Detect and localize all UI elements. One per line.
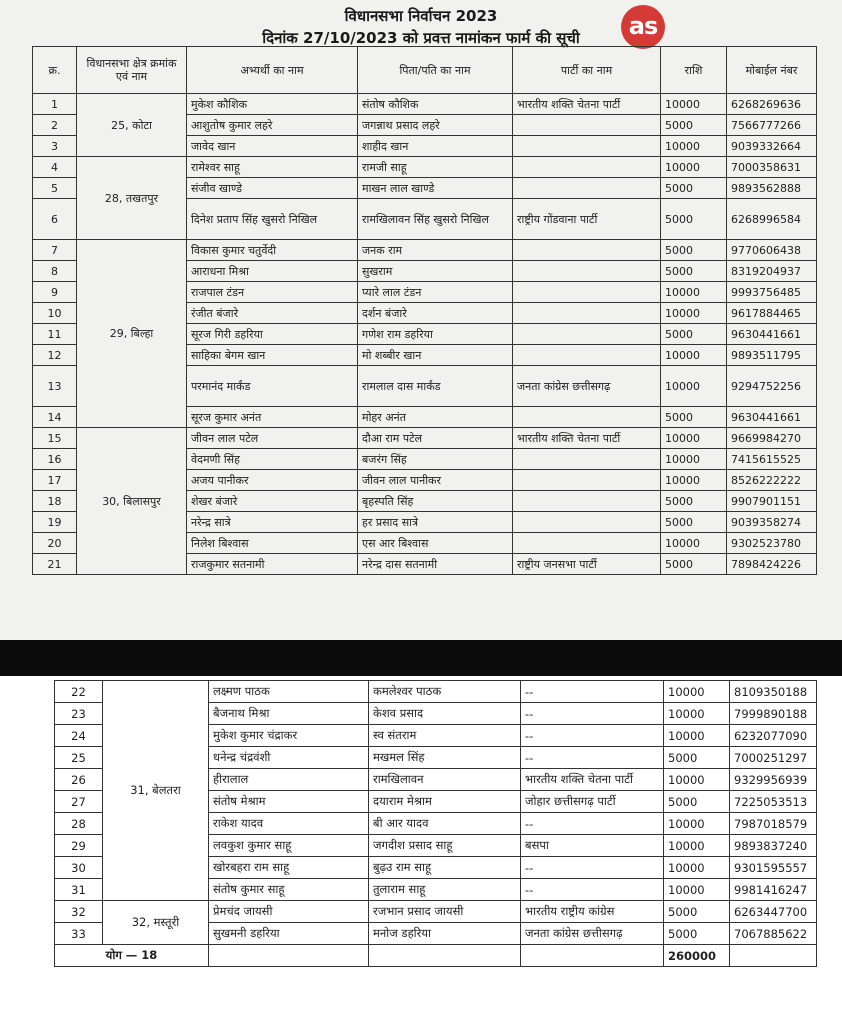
cell-amount: 10000 xyxy=(661,136,727,157)
cell-sn: 5 xyxy=(33,178,77,199)
cell-name: संतोष कुमार साहू xyxy=(209,879,369,901)
cell-father: नरेन्द्र दास सतनामी xyxy=(358,554,513,575)
total-empty xyxy=(730,945,817,967)
cell-father: संतोष कौशिक xyxy=(358,94,513,115)
cell-name: आराधना मिश्रा xyxy=(187,261,358,282)
cell-name: सूरज गिरी डहरिया xyxy=(187,324,358,345)
cell-sn: 4 xyxy=(33,157,77,178)
cell-father: गणेश राम डहरिया xyxy=(358,324,513,345)
cell-name: सूरज कुमार अनंत xyxy=(187,407,358,428)
cell-father: माखन लाल खाण्डे xyxy=(358,178,513,199)
cell-mobile: 7898424226 xyxy=(727,554,817,575)
cell-mobile: 7999890188 xyxy=(730,703,817,725)
cell-amount: 5000 xyxy=(664,923,730,945)
cell-sn: 17 xyxy=(33,470,77,491)
cell-name: खोरबहरा राम साहू xyxy=(209,857,369,879)
total-label: योग — 18 xyxy=(55,945,209,967)
cell-name: मुकेश कुमार चंद्राकर xyxy=(209,725,369,747)
cell-party: -- xyxy=(521,725,664,747)
cell-amount: 5000 xyxy=(664,791,730,813)
cell-party xyxy=(513,240,661,261)
cell-father: कमलेश्वर पाठक xyxy=(369,681,521,703)
cell-amount: 10000 xyxy=(661,345,727,366)
cell-mobile: 7415615525 xyxy=(727,449,817,470)
cell-sn: 28 xyxy=(55,813,103,835)
cell-amount: 5000 xyxy=(664,901,730,923)
cell-sn: 27 xyxy=(55,791,103,813)
table-row xyxy=(33,428,817,449)
cell-mobile: 8526222222 xyxy=(727,470,817,491)
cell-sn: 1 xyxy=(33,94,77,115)
cell-party xyxy=(513,157,661,178)
cell-name: लक्ष्मण पाठक xyxy=(209,681,369,703)
header-father: पिता/पति का नाम xyxy=(358,47,513,94)
page-divider xyxy=(0,640,842,676)
cell-father: तुलाराम साहू xyxy=(369,879,521,901)
cell-father: मो शब्बीर खान xyxy=(358,345,513,366)
nomination-table-part-2 xyxy=(54,680,817,967)
cell-party xyxy=(513,470,661,491)
cell-party: -- xyxy=(521,703,664,725)
cell-father: जगन्नाथ प्रसाद लहरे xyxy=(358,115,513,136)
cell-father: रामखिलावन सिंह खुसरो निखिल xyxy=(358,199,513,240)
cell-party: भारतीय शक्ति चेतना पार्टी xyxy=(513,428,661,449)
cell-name: विकास कुमार चतुर्वेदी xyxy=(187,240,358,261)
cell-party: -- xyxy=(521,747,664,769)
cell-amount: 10000 xyxy=(661,449,727,470)
cell-amount: 10000 xyxy=(664,703,730,725)
cell-sn: 29 xyxy=(55,835,103,857)
header-mobile: मोबाईल नंबर xyxy=(727,47,817,94)
cell-name: वेदमणी सिंह xyxy=(187,449,358,470)
cell-mobile: 7000358631 xyxy=(727,157,817,178)
cell-mobile: 7067885622 xyxy=(730,923,817,945)
cell-sn: 16 xyxy=(33,449,77,470)
cell-amount: 10000 xyxy=(661,428,727,449)
cell-amount: 10000 xyxy=(664,725,730,747)
cell-constituency: 29, बिल्हा xyxy=(77,240,187,428)
cell-sn: 2 xyxy=(33,115,77,136)
cell-mobile: 9039332664 xyxy=(727,136,817,157)
cell-amount: 10000 xyxy=(661,470,727,491)
cell-mobile: 7225053513 xyxy=(730,791,817,813)
cell-father: मखमल सिंह xyxy=(369,747,521,769)
cell-mobile: 6268996584 xyxy=(727,199,817,240)
cell-amount: 5000 xyxy=(664,747,730,769)
cell-party xyxy=(513,115,661,136)
page-2-scan xyxy=(0,676,842,1024)
cell-mobile: 9630441661 xyxy=(727,407,817,428)
cell-amount: 10000 xyxy=(661,157,727,178)
cell-amount: 10000 xyxy=(661,366,727,407)
total-row xyxy=(55,945,817,967)
cell-mobile: 9630441661 xyxy=(727,324,817,345)
cell-party: जनता कांग्रेस छत्तीसगढ़ xyxy=(513,366,661,407)
cell-constituency: 28, तखतपुर xyxy=(77,157,187,240)
cell-amount: 10000 xyxy=(664,813,730,835)
cell-sn: 11 xyxy=(33,324,77,345)
cell-mobile: 6263447700 xyxy=(730,901,817,923)
cell-party xyxy=(513,178,661,199)
cell-father: दयाराम मेश्राम xyxy=(369,791,521,813)
cell-amount: 10000 xyxy=(661,282,727,303)
cell-mobile: 8319204937 xyxy=(727,261,817,282)
cell-party: भारतीय शक्ति चेतना पार्टी xyxy=(521,769,664,791)
cell-party: राष्ट्रीय जनसभा पार्टी xyxy=(513,554,661,575)
cell-amount: 10000 xyxy=(664,857,730,879)
cell-amount: 5000 xyxy=(661,407,727,428)
cell-party: -- xyxy=(521,857,664,879)
cell-sn: 6 xyxy=(33,199,77,240)
cell-sn: 30 xyxy=(55,857,103,879)
header-serial: क्र. xyxy=(33,47,77,94)
cell-father: शाहीद खान xyxy=(358,136,513,157)
cell-party xyxy=(513,512,661,533)
cell-mobile: 7000251297 xyxy=(730,747,817,769)
cell-constituency: 30, बिलासपुर xyxy=(77,428,187,575)
cell-name: सुखमनी डहरिया xyxy=(209,923,369,945)
cell-mobile: 9302523780 xyxy=(727,533,817,554)
cell-mobile: 9981416247 xyxy=(730,879,817,901)
cell-party xyxy=(513,303,661,324)
cell-name: धनेन्द्र चंद्रवंशी xyxy=(209,747,369,769)
cell-sn: 26 xyxy=(55,769,103,791)
cell-sn: 22 xyxy=(55,681,103,703)
cell-father: प्यारे लाल टंडन xyxy=(358,282,513,303)
cell-mobile: 9893562888 xyxy=(727,178,817,199)
cell-party: जनता कांग्रेस छत्तीसगढ़ xyxy=(521,923,664,945)
cell-sn: 31 xyxy=(55,879,103,901)
cell-sn: 9 xyxy=(33,282,77,303)
cell-mobile: 9669984270 xyxy=(727,428,817,449)
cell-father: जीवन लाल पानीकर xyxy=(358,470,513,491)
cell-father: बी आर यादव xyxy=(369,813,521,835)
cell-mobile: 9907901151 xyxy=(727,491,817,512)
total-empty xyxy=(369,945,521,967)
cell-father: रजभान प्रसाद जायसी xyxy=(369,901,521,923)
cell-sn: 20 xyxy=(33,533,77,554)
cell-name: अजय पानीकर xyxy=(187,470,358,491)
cell-sn: 24 xyxy=(55,725,103,747)
cell-name: राजकुमार सतनामी xyxy=(187,554,358,575)
cell-party: -- xyxy=(521,813,664,835)
cell-sn: 33 xyxy=(55,923,103,945)
cell-party xyxy=(513,407,661,428)
cell-amount: 5000 xyxy=(661,324,727,345)
as-logo-icon: as xyxy=(621,5,665,49)
cell-name: निलेश बिश्वास xyxy=(187,533,358,554)
cell-name: परमानंद मार्कंड xyxy=(187,366,358,407)
cell-sn: 14 xyxy=(33,407,77,428)
cell-amount: 5000 xyxy=(661,491,727,512)
cell-name: संतोष मेश्राम xyxy=(209,791,369,813)
cell-father: रामजी साहू xyxy=(358,157,513,178)
cell-father: बजरंग सिंह xyxy=(358,449,513,470)
cell-name: दिनेश प्रताप सिंह खुसरो निखिल xyxy=(187,199,358,240)
total-amount: 260000 xyxy=(664,945,730,967)
cell-sn: 15 xyxy=(33,428,77,449)
cell-amount: 10000 xyxy=(661,94,727,115)
cell-name: संजीव खाण्डे xyxy=(187,178,358,199)
document-title: विधानसभा निर्वाचन 2023 xyxy=(344,7,498,25)
cell-sn: 21 xyxy=(33,554,77,575)
cell-name: रंजीत बंजारे xyxy=(187,303,358,324)
cell-name: बैजनाथ मिश्रा xyxy=(209,703,369,725)
cell-mobile: 9301595557 xyxy=(730,857,817,879)
cell-name: शेखर बंजारे xyxy=(187,491,358,512)
cell-name: जीवन लाल पटेल xyxy=(187,428,358,449)
document-subtitle: दिनांक 27/10/2023 को प्रवत्त नामांकन फार्म की सूची xyxy=(262,29,580,47)
cell-amount: 5000 xyxy=(661,512,727,533)
cell-sn: 8 xyxy=(33,261,77,282)
cell-name: हीरालाल xyxy=(209,769,369,791)
table-row xyxy=(33,157,817,178)
cell-father: मनोज डहरिया xyxy=(369,923,521,945)
cell-name: राजपाल टंडन xyxy=(187,282,358,303)
cell-party: राष्ट्रीय गोंडवाना पार्टी xyxy=(513,199,661,240)
table-row xyxy=(55,681,817,703)
cell-amount: 10000 xyxy=(664,681,730,703)
cell-name: साहिका बेगम खान xyxy=(187,345,358,366)
cell-sn: 23 xyxy=(55,703,103,725)
cell-sn: 25 xyxy=(55,747,103,769)
table-row xyxy=(33,94,817,115)
cell-father: मोहर अनंत xyxy=(358,407,513,428)
cell-party: भारतीय शक्ति चेतना पार्टी xyxy=(513,94,661,115)
cell-father: सुखराम xyxy=(358,261,513,282)
cell-mobile: 8109350188 xyxy=(730,681,817,703)
cell-mobile: 6232077090 xyxy=(730,725,817,747)
cell-amount: 5000 xyxy=(661,554,727,575)
cell-sn: 13 xyxy=(33,366,77,407)
cell-sn: 12 xyxy=(33,345,77,366)
cell-party: -- xyxy=(521,681,664,703)
cell-constituency: 31, बेलतरा xyxy=(103,681,209,901)
cell-amount: 10000 xyxy=(664,879,730,901)
cell-mobile: 9893511795 xyxy=(727,345,817,366)
cell-party xyxy=(513,491,661,512)
cell-father: दौआ राम पटेल xyxy=(358,428,513,449)
cell-party: जोहार छत्तीसगढ़ पार्टी xyxy=(521,791,664,813)
cell-amount: 5000 xyxy=(661,240,727,261)
cell-mobile: 9993756485 xyxy=(727,282,817,303)
cell-party xyxy=(513,449,661,470)
cell-name: नरेन्द्र सात्रे xyxy=(187,512,358,533)
cell-father: हर प्रसाद सात्रे xyxy=(358,512,513,533)
cell-father: रामलाल दास मार्कंड xyxy=(358,366,513,407)
cell-party xyxy=(513,261,661,282)
cell-father: रामखिलावन xyxy=(369,769,521,791)
cell-name: आशुतोष कुमार लहरे xyxy=(187,115,358,136)
cell-name: लवकुश कुमार साहू xyxy=(209,835,369,857)
cell-sn: 7 xyxy=(33,240,77,261)
cell-mobile: 6268269636 xyxy=(727,94,817,115)
cell-constituency: 25, कोटा xyxy=(77,94,187,157)
cell-father: स्व संतराम xyxy=(369,725,521,747)
cell-party xyxy=(513,282,661,303)
cell-mobile: 7987018579 xyxy=(730,813,817,835)
cell-father: बुढ़उ राम साहू xyxy=(369,857,521,879)
cell-party: -- xyxy=(521,879,664,901)
cell-father: जनक राम xyxy=(358,240,513,261)
cell-mobile: 9893837240 xyxy=(730,835,817,857)
cell-amount: 5000 xyxy=(661,261,727,282)
table-row xyxy=(33,240,817,261)
table-header-row xyxy=(33,47,817,94)
cell-name: राकेश यादव xyxy=(209,813,369,835)
cell-father: एस आर बिश्वास xyxy=(358,533,513,554)
cell-amount: 5000 xyxy=(661,178,727,199)
cell-party: बसपा xyxy=(521,835,664,857)
header-party: पार्टी का नाम xyxy=(513,47,661,94)
cell-mobile: 9770606438 xyxy=(727,240,817,261)
cell-sn: 32 xyxy=(55,901,103,923)
cell-sn: 3 xyxy=(33,136,77,157)
cell-sn: 18 xyxy=(33,491,77,512)
cell-mobile: 9039358274 xyxy=(727,512,817,533)
table-row xyxy=(55,901,817,923)
cell-name: जावेद खान xyxy=(187,136,358,157)
cell-party xyxy=(513,324,661,345)
total-empty xyxy=(521,945,664,967)
cell-mobile: 9294752256 xyxy=(727,366,817,407)
cell-name: मुकेश कौशिक xyxy=(187,94,358,115)
cell-mobile: 9617884465 xyxy=(727,303,817,324)
cell-name: प्रेमचंद जायसी xyxy=(209,901,369,923)
cell-party: भारतीय राष्ट्रीय कांग्रेस xyxy=(521,901,664,923)
cell-party xyxy=(513,345,661,366)
cell-party xyxy=(513,136,661,157)
cell-amount: 10000 xyxy=(661,533,727,554)
cell-sn: 10 xyxy=(33,303,77,324)
cell-party xyxy=(513,533,661,554)
cell-father: जगदीश प्रसाद साहू xyxy=(369,835,521,857)
header-candidate: अभ्यर्थी का नाम xyxy=(187,47,358,94)
cell-amount: 5000 xyxy=(661,115,727,136)
cell-amount: 10000 xyxy=(664,835,730,857)
cell-father: केशव प्रसाद xyxy=(369,703,521,725)
cell-amount: 10000 xyxy=(661,303,727,324)
header-amount: राशि xyxy=(661,47,727,94)
cell-amount: 10000 xyxy=(664,769,730,791)
cell-mobile: 7566777266 xyxy=(727,115,817,136)
cell-amount: 5000 xyxy=(661,199,727,240)
header-constituency: विधानसभा क्षेत्र क्रमांक एवं नाम xyxy=(77,47,187,94)
cell-father: दर्शन बंजारे xyxy=(358,303,513,324)
total-empty xyxy=(209,945,369,967)
cell-constituency: 32, मस्तूरी xyxy=(103,901,209,945)
cell-mobile: 9329956939 xyxy=(730,769,817,791)
nomination-table-part-1 xyxy=(32,46,817,575)
cell-name: रामेश्वर साहू xyxy=(187,157,358,178)
cell-sn: 19 xyxy=(33,512,77,533)
cell-father: बृहस्पति सिंह xyxy=(358,491,513,512)
